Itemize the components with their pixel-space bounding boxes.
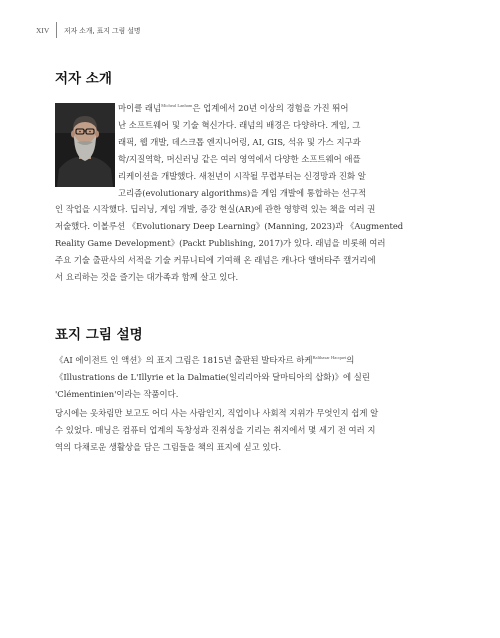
bio-line: 고리즘(evolutionary algorithms)을 게임 개발에 통합하는 선구적 — [118, 187, 367, 198]
bio-line: 난 소프트웨어 및 기술 혁신가다. 래넘의 배경은 다양하다. 게임, 그 — [118, 119, 361, 130]
cover-paragraph-1 — [55, 350, 470, 403]
page-number: XIV — [36, 25, 50, 35]
bio-line: 주요 기술 출판사의 서적을 기술 커뮤니티에 기여해 온 래넘은 캐나다 앨버타주 캘거리에 — [55, 255, 376, 266]
cover-line: 'Clémentinien'이라는 작품이다. — [55, 388, 179, 399]
bio-line: Reality Game Development》(Packt Publishing, 2017)가 있다. 래넘을 비롯해 여러 — [55, 238, 386, 249]
bio-line: 서 요리하는 것을 즐기는 대가족과 함께 살고 있다. — [55, 272, 239, 283]
cover-line: 당시에는 옷차림만 보고도 어디 사는 사람인지, 직업이나 사회적 지위가 무엇인지 쉽게 알 — [55, 408, 379, 418]
illustrator-name-original: Balthasar Hacquet — [312, 355, 347, 360]
running-head: 저자 소개, 표지 그림 설명 — [64, 27, 141, 35]
cover-line: 《AI 에이전트 인 액션》의 표지 그림은 1815년 출판된 발타자르 하케$^{Balthasar Hacquet}$의 — [55, 355, 355, 365]
cover-paragraph-2 — [55, 405, 470, 456]
bio-line: 리케이션을 개발했다. 새천년이 시작될 무렵부터는 신경망과 진화 알 — [118, 170, 366, 181]
cover-section-title: 표지 그림 설명 — [55, 327, 143, 343]
bio-line: 저술했다. 이볼루션 《Evolutionary Deep Learning》(Manning, 2023)과 《Augmented — [55, 221, 404, 232]
bio-line: 학/지질역학, 머신러닝 같은 여러 영역에서 다양한 소프트웨어 애플 — [118, 153, 361, 164]
bio-line: 인 작업을 시작했다. 딥러닝, 게임 개발, 증강 현실(AR)에 관한 영향력 있는 책을 여러 권 — [55, 204, 376, 215]
bio-line: 마이클 래넘$^{Micheal Lanham}$은 업계에서 20년 이상의 경험을 가진 뛰어 — [118, 103, 349, 113]
author-name-original: Micheal Lanham — [161, 103, 193, 108]
author-bio — [55, 98, 470, 286]
bio-line: 래픽, 웹 개발, 데스크톱 엔지니어링, AI, GIS, 석유 및 가스 지구과 — [118, 136, 361, 147]
cover-line: 수 있었다. 매닝은 컴퓨터 업계의 독창성과 진취성을 기리는 취지에서 몇 세기 전 여러 지 — [55, 424, 376, 435]
cover-line: 역의 다채로운 생활상을 담은 그림들을 책의 표지에 싣고 있다. — [55, 441, 282, 452]
running-header — [36, 22, 140, 38]
author-section-title: 저자 소개 — [55, 71, 112, 87]
cover-line: 《Illustrations de L'Illyrie et la Dalmatie(일리리아와 달마티아의 삽화)》에 실린 — [55, 371, 370, 382]
header-divider — [56, 22, 57, 38]
